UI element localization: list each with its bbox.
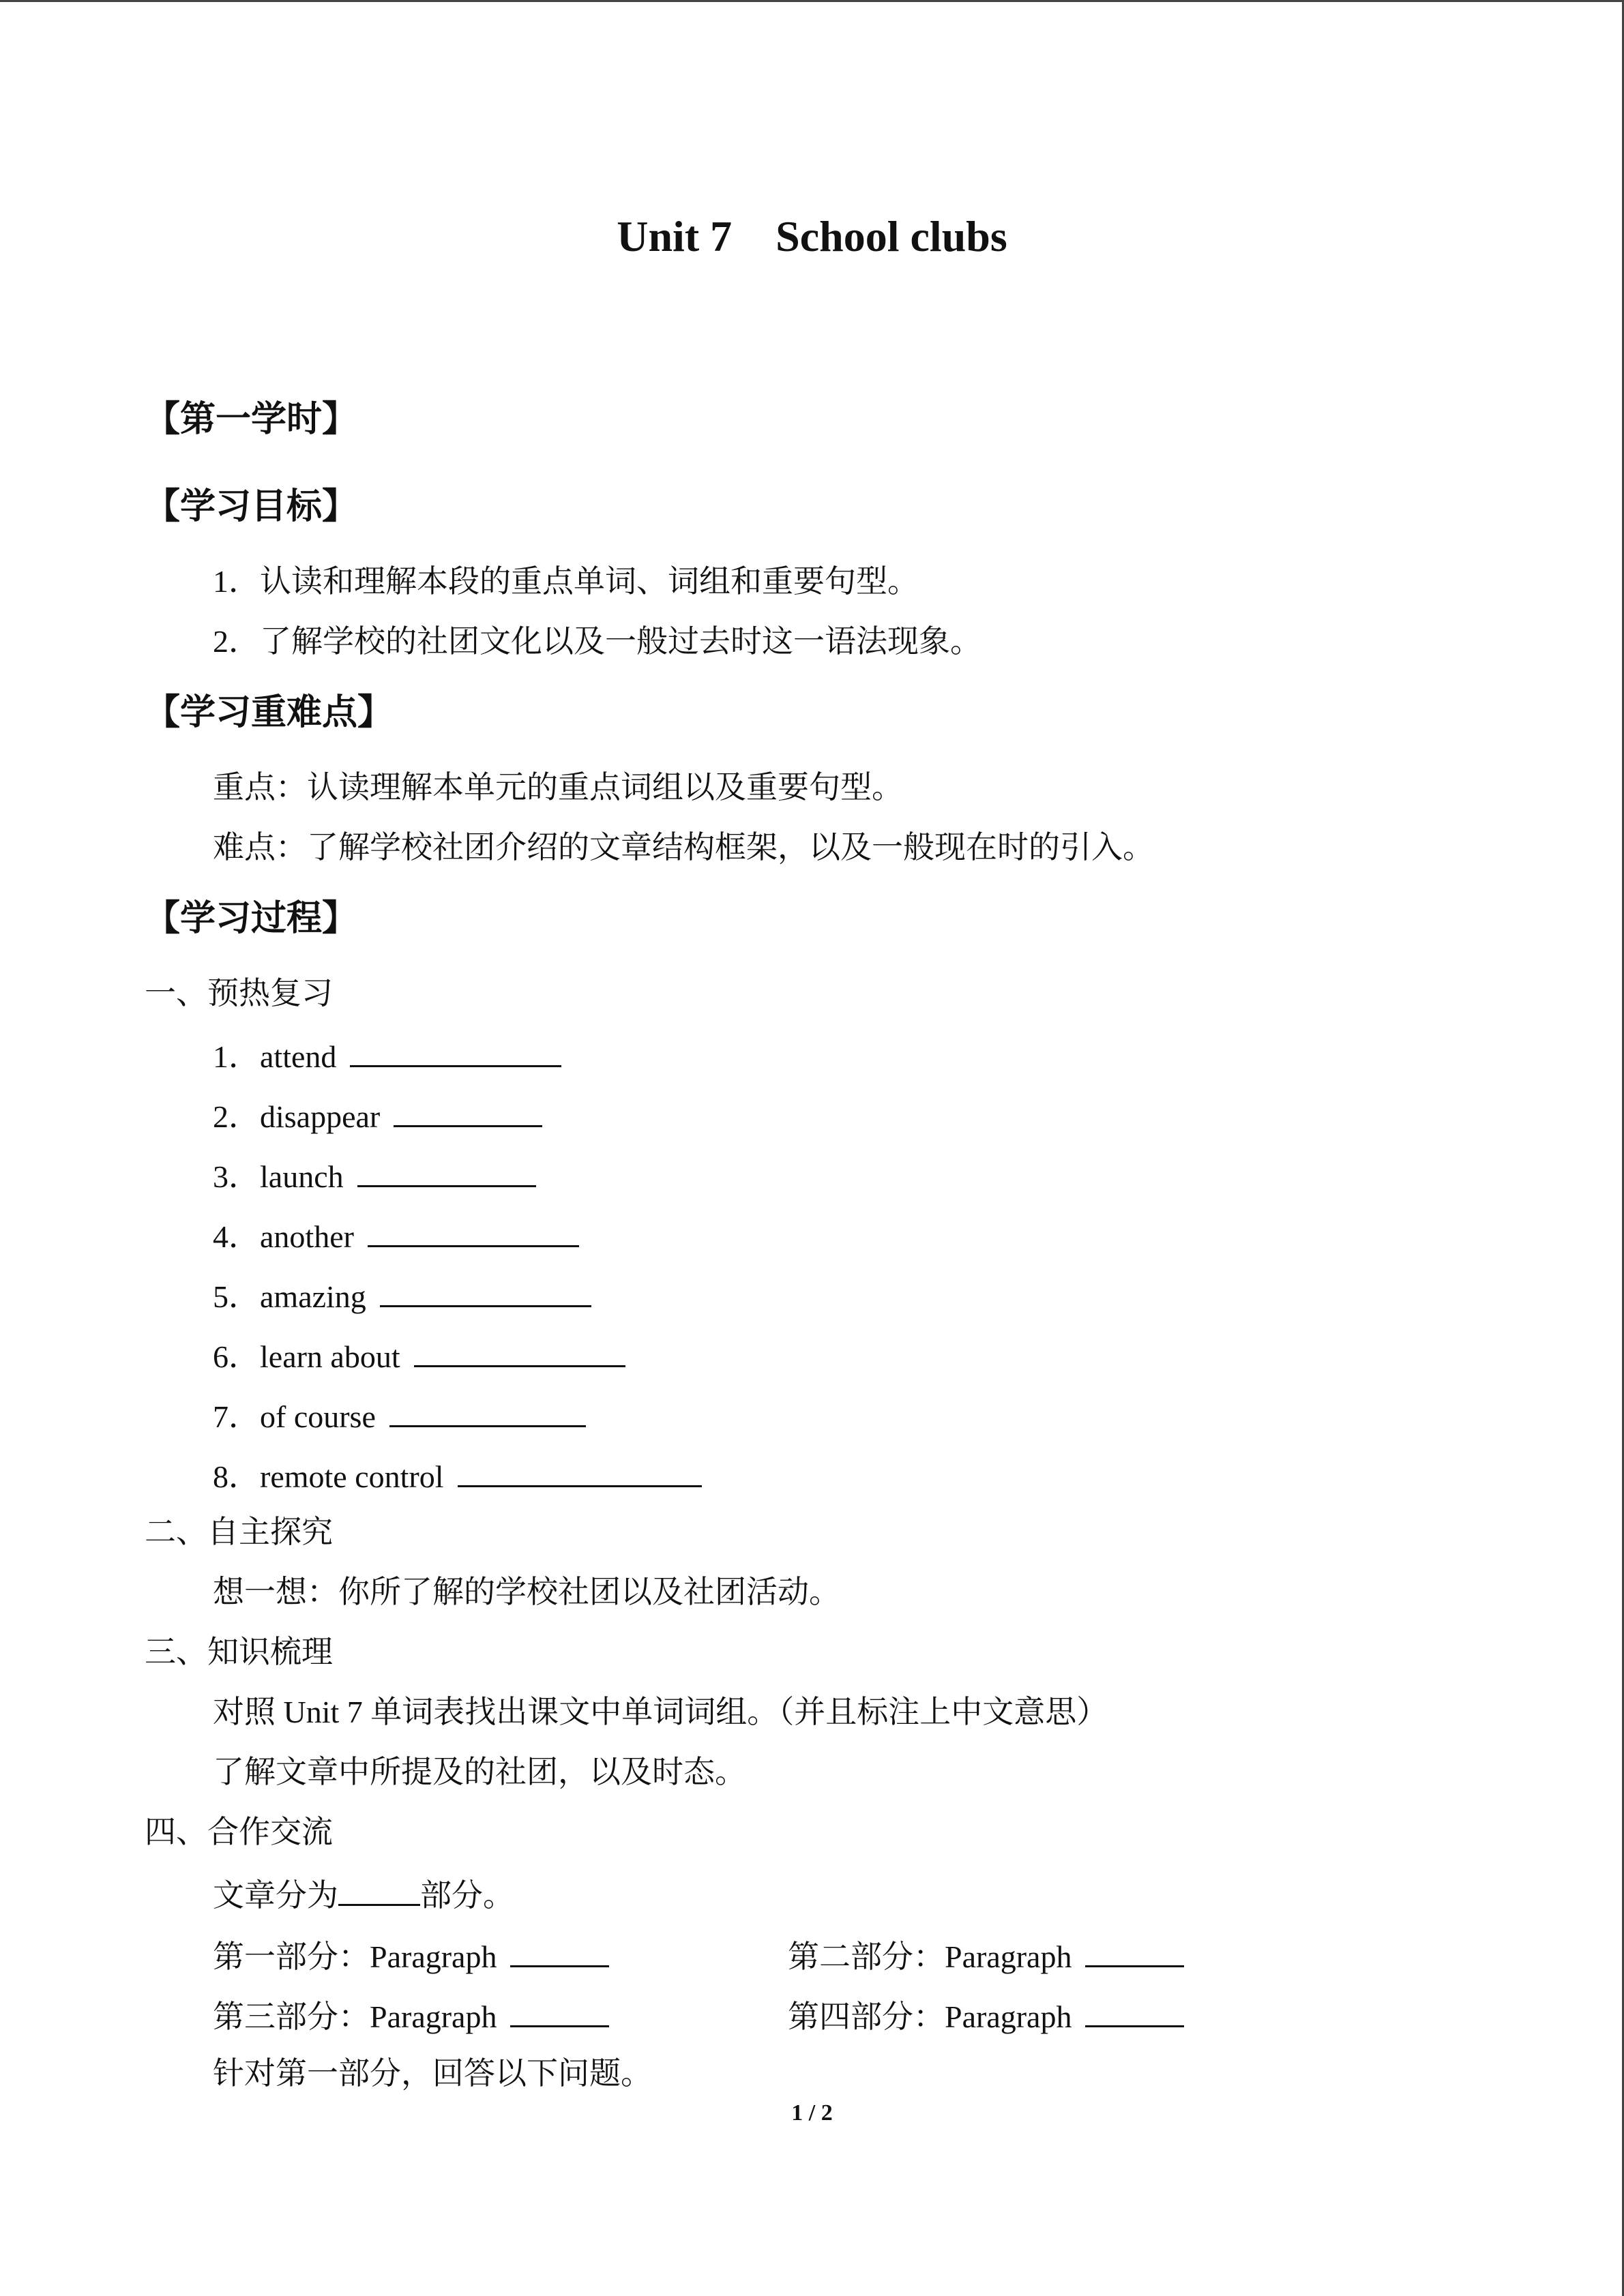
section-4-title: 四、合作交流 [145, 1815, 333, 1849]
part-4-label: 第四部分：Paragraph [788, 1999, 1072, 2034]
section-1-title: 一、预热复习 [145, 976, 333, 1011]
answer-blank[interactable] [368, 1218, 579, 1247]
vocab-text: 7．of course [213, 1399, 376, 1434]
section-2-title: 二、自主探究 [145, 1515, 333, 1549]
vocab-text: 6．learn about [213, 1339, 400, 1374]
heading-process: 【学习过程】 [145, 898, 358, 939]
heading-period: 【第一学时】 [145, 399, 358, 440]
answer-blank[interactable] [389, 1398, 586, 1427]
section-2-text: 想一想：你所了解的学校社团以及社团活动。 [213, 1575, 840, 1609]
part-3-blank[interactable] [510, 1998, 609, 2027]
section-3-line-2: 了解文章中所提及的社团，以及时态。 [213, 1755, 746, 1789]
heading-objectives: 【学习目标】 [145, 486, 358, 527]
answer-blank[interactable] [458, 1458, 702, 1487]
parts-count-line [213, 1877, 514, 1911]
vocab-item-4 [213, 1218, 579, 1253]
vocab-item-1 [213, 1038, 561, 1073]
difficult-point: 难点：了解学校社团介绍的文章结构框架，以及一般现在时的引入。 [213, 830, 1154, 865]
section-3-line-1: 对照 Unit 7 单词表找出课文中单词词组。（并且标注上中文意思） [213, 1695, 1108, 1729]
part-2-blank[interactable] [1085, 1938, 1184, 1967]
document-title: Unit 7 School clubs [617, 212, 1007, 260]
part-1-label: 第一部分：Paragraph [213, 1939, 497, 1974]
objective-item-1: 1．认读和理解本段的重点单词、词组和重要句型。 [213, 564, 919, 599]
answer-blank[interactable] [380, 1278, 591, 1307]
key-point: 重点：认读理解本单元的重点词组以及重要句型。 [213, 770, 903, 805]
parts-suffix: 部分。 [420, 1878, 514, 1913]
parts-count-blank[interactable] [338, 1877, 420, 1906]
part-1-line [213, 1938, 609, 1973]
objective-item-2: 2．了解学校的社团文化以及一般过去时这一语法现象。 [213, 624, 981, 659]
vocab-text: 5．amazing [213, 1279, 366, 1314]
parts-prefix: 文章分为 [213, 1878, 338, 1913]
heading-key-points: 【学习重难点】 [145, 692, 394, 733]
part-4-blank[interactable] [1085, 1998, 1184, 2027]
vocab-text: 1．attend [213, 1039, 337, 1074]
part-2-label: 第二部分：Paragraph [788, 1939, 1072, 1974]
section-3-title: 三、知识梳理 [145, 1635, 333, 1669]
part-3-line [213, 1998, 609, 2033]
vocab-item-3 [213, 1158, 536, 1193]
vocab-item-5 [213, 1278, 591, 1313]
vocab-text: 8．remote control [213, 1459, 444, 1494]
page-border-top [0, 0, 1624, 2]
vocab-item-7 [213, 1398, 586, 1433]
vocab-text: 3．launch [213, 1159, 344, 1194]
answer-blank[interactable] [394, 1098, 542, 1127]
answer-blank[interactable] [350, 1038, 561, 1067]
vocab-text: 2．disappear [213, 1099, 381, 1134]
part-1-blank[interactable] [510, 1938, 609, 1967]
answer-blank[interactable] [357, 1158, 536, 1187]
answer-blank[interactable] [414, 1338, 625, 1367]
part-2-line [788, 1938, 1184, 1973]
vocab-item-6 [213, 1338, 625, 1373]
question-intro: 针对第一部分，回答以下问题。 [213, 2056, 652, 2091]
page-number: 1 / 2 [791, 2100, 833, 2126]
vocab-item-2 [213, 1098, 542, 1133]
part-4-line [788, 1998, 1184, 2033]
vocab-text: 4．another [213, 1219, 354, 1254]
vocab-item-8 [213, 1458, 702, 1493]
part-3-label: 第三部分：Paragraph [213, 1999, 497, 2034]
